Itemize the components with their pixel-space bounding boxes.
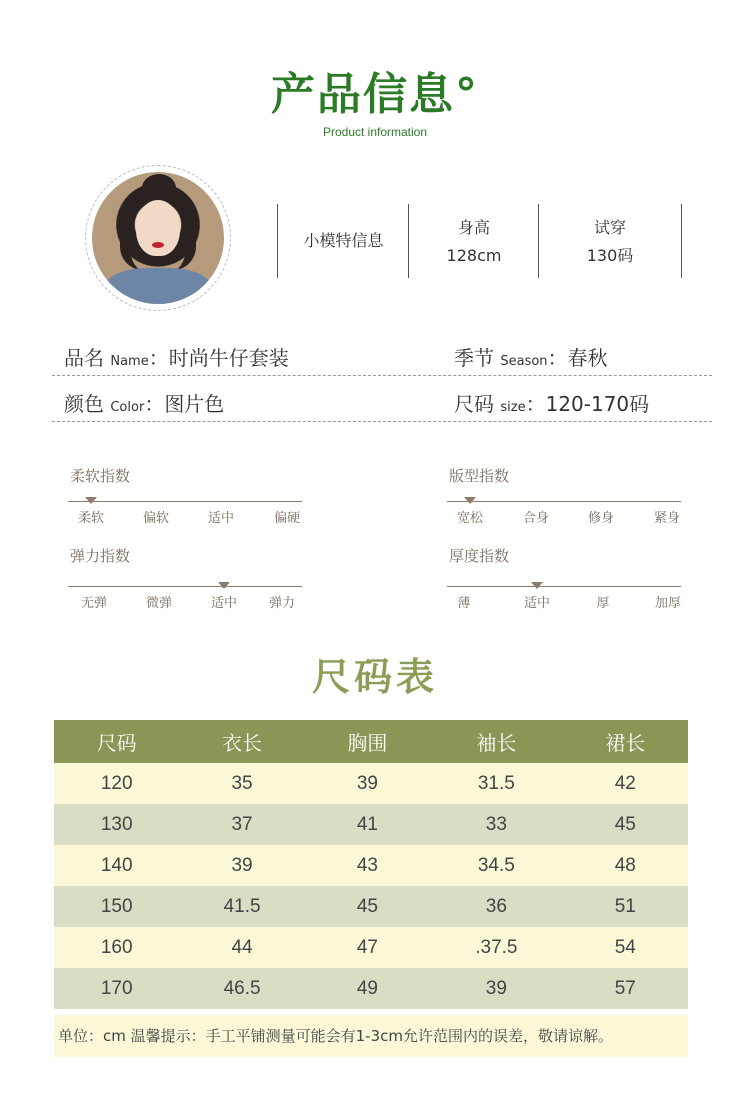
page-title: 产品信息° <box>271 69 479 120</box>
table-cell: 46.5 <box>179 968 304 1009</box>
column-header: 胸围 <box>305 720 430 763</box>
table-cell: 33 <box>430 804 562 845</box>
tryon-cell <box>545 214 675 270</box>
thickness-index-line <box>447 586 681 587</box>
elasticity-label: 微弹 <box>145 596 172 611</box>
season-en-label: Season <box>500 354 548 369</box>
table-cell: 140 <box>54 845 179 886</box>
table-cell: 160 <box>54 927 179 968</box>
fit-label: 合身 <box>522 511 549 526</box>
elasticity-index-marker <box>218 582 230 589</box>
height-value: 128cm <box>446 246 502 265</box>
height-cell <box>409 214 539 270</box>
table-row <box>54 804 688 845</box>
page-subtitle: Product information <box>322 125 428 139</box>
colon: ： <box>547 346 568 370</box>
table-cell: 36 <box>430 886 562 927</box>
table-cell: .37.5 <box>430 927 562 968</box>
softness-label: 适中 <box>207 511 234 526</box>
product-season-row <box>454 342 608 371</box>
product-color-row <box>64 388 224 417</box>
divider <box>277 204 278 278</box>
table-cell: 45 <box>563 804 688 845</box>
elasticity-index-line <box>68 586 302 587</box>
softness-index-line <box>68 501 302 502</box>
elasticity-label: 弹力 <box>268 596 295 611</box>
size-cn-label: 尺码 <box>454 392 494 416</box>
table-cell: 39 <box>430 968 562 1009</box>
table-cell: 54 <box>563 927 688 968</box>
fit-index-line <box>447 501 681 502</box>
season-cn-label: 季节 <box>454 346 494 370</box>
product-name-row <box>64 342 289 371</box>
table-cell: 150 <box>54 886 179 927</box>
table-row <box>54 927 688 968</box>
table-cell: 35 <box>179 763 304 804</box>
thickness-label: 加厚 <box>654 596 681 611</box>
table-cell: 130 <box>54 804 179 845</box>
table-cell: 41 <box>305 804 430 845</box>
season-value: 春秋 <box>567 346 608 370</box>
column-header: 衣长 <box>179 720 304 763</box>
dashed-divider <box>52 375 712 376</box>
model-info-label: 小模特信息 <box>303 231 384 250</box>
table-cell: 45 <box>305 886 430 927</box>
tryon-value: 130码 <box>586 246 634 265</box>
table-cell: 44 <box>179 927 304 968</box>
softness-index-marker <box>85 497 97 504</box>
name-value: 时尚牛仔套装 <box>168 346 289 370</box>
size-chart-note: 单位：cm 温馨提示：手工平铺测量可能会有1-3cm允许范围内的误差，敬请谅解。 <box>54 1015 688 1057</box>
table-cell: 170 <box>54 968 179 1009</box>
softness-label: 柔软 <box>77 511 104 526</box>
colon: ： <box>148 346 169 370</box>
thickness-index-title: 厚度指数 <box>449 547 510 565</box>
thickness-label: 厚 <box>596 596 610 611</box>
thickness-label: 适中 <box>523 596 550 611</box>
table-row <box>54 886 688 927</box>
fit-label: 修身 <box>587 511 614 526</box>
elasticity-index-title: 弹力指数 <box>70 547 131 565</box>
table-cell: 57 <box>563 968 688 1009</box>
table-cell: 120 <box>54 763 179 804</box>
product-size-row <box>454 388 649 417</box>
fit-label: 紧身 <box>653 511 680 526</box>
table-cell: 49 <box>305 968 430 1009</box>
table-cell: 31.5 <box>430 763 562 804</box>
divider <box>681 204 682 278</box>
table-cell: 51 <box>563 886 688 927</box>
name-cn-label: 品名 <box>64 346 104 370</box>
table-cell: 37 <box>179 804 304 845</box>
table-row <box>54 968 688 1009</box>
height-label: 身高 <box>457 218 490 237</box>
size-chart-table <box>54 720 688 1009</box>
table-cell: 39 <box>305 763 430 804</box>
table-cell: 42 <box>563 763 688 804</box>
elasticity-label: 适中 <box>210 596 237 611</box>
table-cell: 43 <box>305 845 430 886</box>
thickness-index-marker <box>531 582 543 589</box>
column-header: 袖长 <box>430 720 562 763</box>
softness-label: 偏软 <box>142 511 169 526</box>
fit-index-title: 版型指数 <box>449 467 510 485</box>
thickness-label: 薄 <box>457 596 471 611</box>
table-header-row <box>54 720 688 763</box>
table-cell: 48 <box>563 845 688 886</box>
size-en-label: size <box>500 400 526 415</box>
elasticity-label: 无弹 <box>80 596 107 611</box>
softness-index-title: 柔软指数 <box>70 467 131 485</box>
column-header: 尺码 <box>54 720 179 763</box>
table-cell: 47 <box>305 927 430 968</box>
model-avatar <box>92 172 224 304</box>
size-chart-title: 尺码表 <box>311 655 438 699</box>
color-value: 图片色 <box>164 392 225 416</box>
fit-label: 宽松 <box>456 511 483 526</box>
column-header: 裙长 <box>563 720 688 763</box>
fit-index-marker <box>464 497 476 504</box>
colon: ： <box>144 392 165 416</box>
table-cell: 34.5 <box>430 845 562 886</box>
table-cell: 41.5 <box>179 886 304 927</box>
table-row <box>54 763 688 804</box>
dashed-divider <box>52 421 712 422</box>
color-en-label: Color <box>110 400 145 415</box>
softness-label: 偏硬 <box>273 511 300 526</box>
table-cell: 39 <box>179 845 304 886</box>
tryon-label: 试穿 <box>593 218 626 237</box>
table-row <box>54 845 688 886</box>
size-value: 120-170码 <box>545 392 650 416</box>
color-cn-label: 颜色 <box>64 392 104 416</box>
name-en-label: Name <box>110 354 149 369</box>
colon: ： <box>525 392 546 416</box>
